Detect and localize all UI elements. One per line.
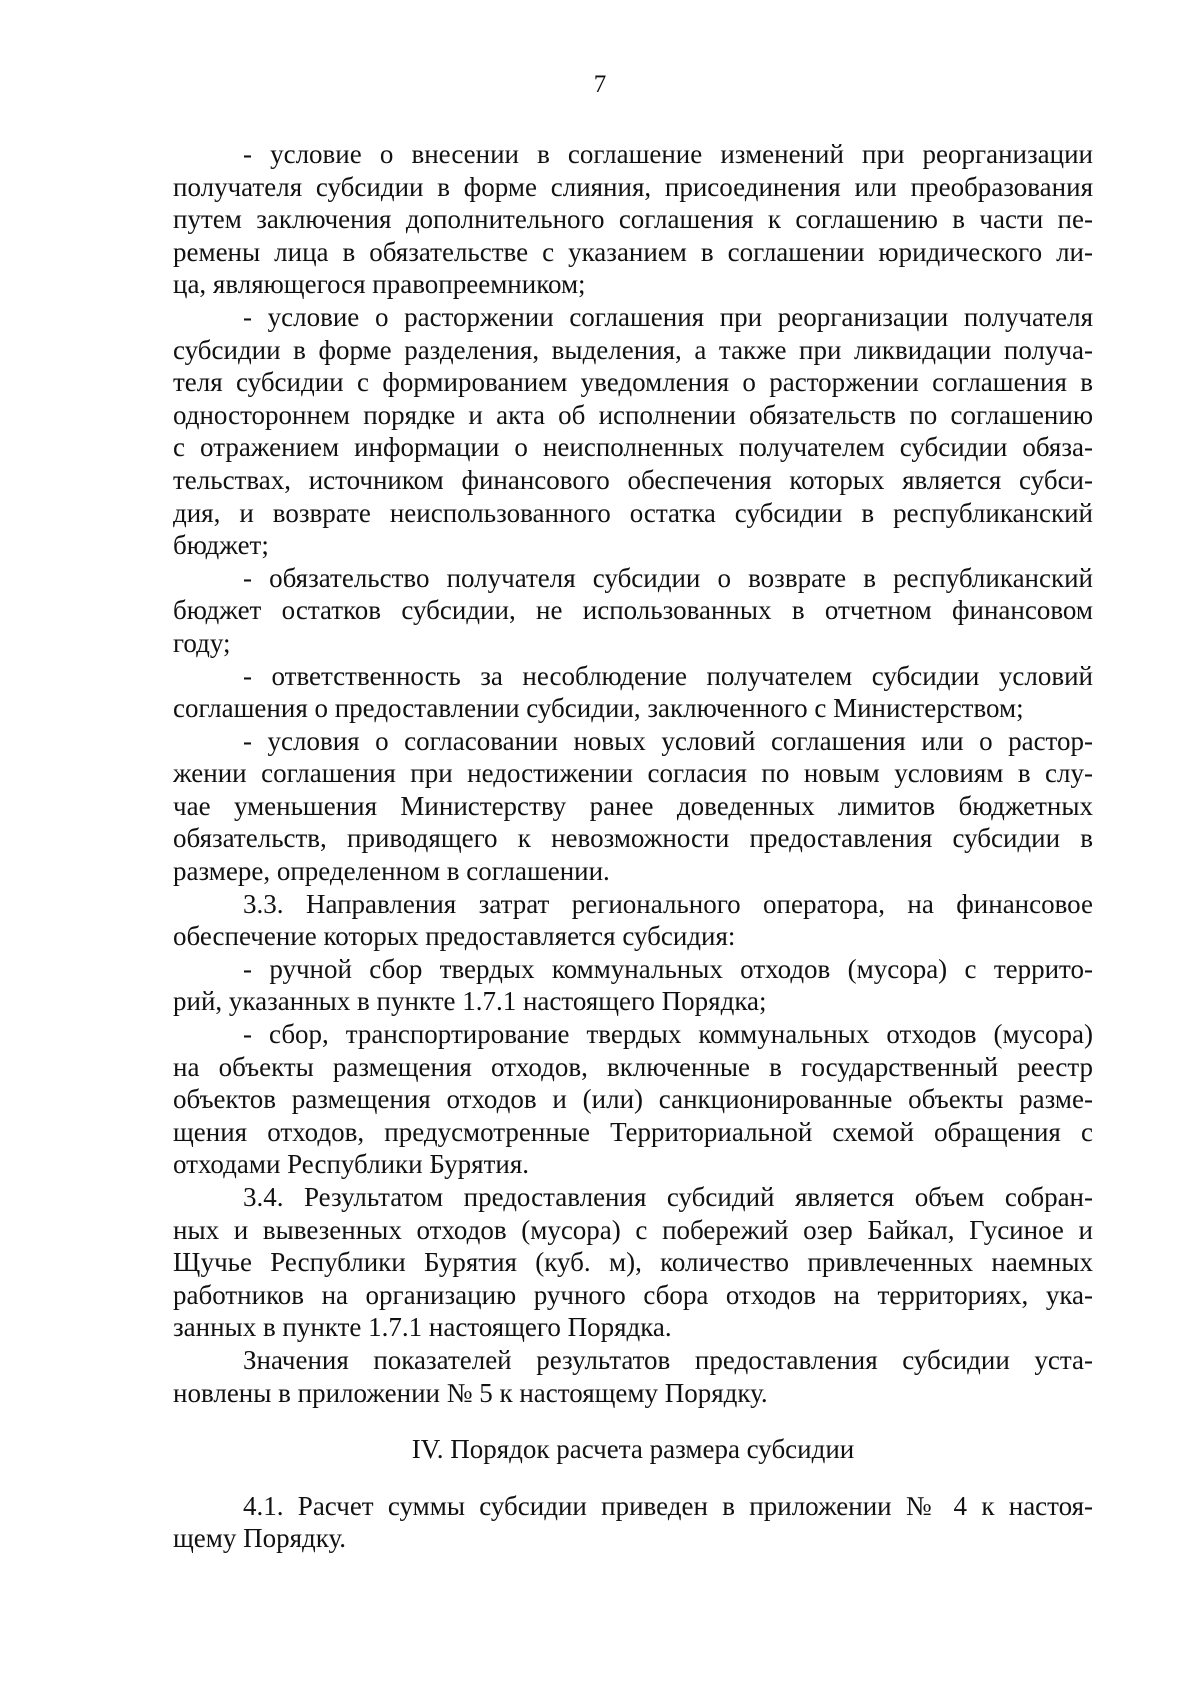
page-number: 7 (593, 71, 607, 98)
section-heading: IV. Порядок расчета размера субсидии (411, 1434, 855, 1465)
paragraph (173, 1344, 1093, 1409)
paragraph (173, 888, 1093, 953)
text-line: размере, определенном в соглашении. (173, 856, 610, 887)
text-line: ных и вывезенных отходов (мусора) с побережий озер Байкал, Гусиное и (173, 1214, 1093, 1245)
text-line: Щучье Республики Бурятия (куб. м), количество привлеченных наемных (173, 1247, 1093, 1278)
text-line: - условие о расторжении соглашения при реорганизации получателя (243, 301, 1093, 332)
text-line: дия, и возврате неиспользованного остатка субсидии в республиканский (173, 497, 1093, 528)
text-line: щения отходов, предусмотренные Территориальной схемой обращения с (173, 1116, 1093, 1147)
text-line: - обязательство получателя субсидии о возврате в республиканский (243, 562, 1093, 593)
paragraph (173, 138, 1093, 301)
text-line: с отражением информации о неисполненных получателем субсидии обяза- (173, 432, 1093, 463)
text-line: обеспечение которых предоставляется субсидия: (173, 921, 736, 952)
text-line: путем заключения дополнительного соглашения к соглашению в части пе- (173, 204, 1093, 235)
paragraph (173, 1490, 1093, 1555)
text-line: новлены в приложении № 5 к настоящему Порядку. (173, 1377, 768, 1408)
text-line: 4.1. Расчет суммы субсидии приведен в приложении № 4 к настоя- (243, 1490, 1093, 1521)
text-line: на объекты размещения отходов, включенные в государственный реестр (173, 1051, 1093, 1082)
text-line: тельствах, источником финансового обеспечения которых является субси- (173, 464, 1093, 495)
text-line: обязательств, приводящего к невозможности предоставления субсидии в (173, 823, 1093, 854)
text-line: - ручной сбор твердых коммунальных отходов (мусора) с террито- (243, 953, 1093, 984)
paragraph (173, 725, 1093, 888)
text-line: щему Порядку. (173, 1523, 347, 1554)
text-line: Значения показателей результатов предоставления субсидии уста- (243, 1344, 1093, 1375)
text-line: соглашения о предоставлении субсидии, заключенного с Министерством; (173, 693, 1024, 724)
text-line: - ответственность за несоблюдение получателем субсидии условий (243, 660, 1093, 691)
paragraph (173, 1181, 1093, 1344)
text-line: рий, указанных в пункте 1.7.1 настоящего Порядка; (173, 986, 767, 1017)
paragraph (173, 1018, 1093, 1181)
text-line: году; (173, 627, 231, 658)
text-line: 3.3. Направления затрат регионального оператора, на финансовое (243, 888, 1093, 919)
text-line: - условия о согласовании новых условий соглашения или о растор- (243, 725, 1093, 756)
text-line: теля субсидии с формированием уведомления о расторжении соглашения в (173, 367, 1093, 398)
text-line: бюджет; (173, 530, 269, 561)
paragraph (173, 660, 1093, 725)
text-line: ца, являющегося правопреемником; (173, 269, 586, 300)
paragraph (173, 562, 1093, 660)
text-line: занных в пункте 1.7.1 настоящего Порядка. (173, 1312, 672, 1343)
text-line: работников на организацию ручного сбора отходов на территориях, ука- (173, 1279, 1093, 1310)
text-line: чае уменьшения Министерству ранее доведенных лимитов бюджетных (173, 790, 1093, 821)
paragraph (173, 953, 1093, 1018)
text-line: получателя субсидии в форме слияния, присоединения или преобразования (173, 171, 1093, 202)
text-line: жении соглашения при недостижении согласия по новым условиям в слу- (173, 758, 1093, 789)
text-line: - условие о внесении в соглашение изменений при реорганизации (243, 139, 1093, 169)
text-line: - сбор, транспортирование твердых коммунальных отходов (мусора) (243, 1019, 1093, 1050)
paragraph (173, 301, 1093, 562)
text-line: 3.4. Результатом предоставления субсидий является объем собран- (243, 1182, 1093, 1212)
text-line: объектов размещения отходов и (или) санкционированные объекты разме- (173, 1084, 1093, 1115)
text-line: отходами Республики Бурятия. (173, 1149, 530, 1180)
final-paragraph-container (173, 1490, 1093, 1555)
text-line: субсидии в форме разделения, выделения, а также при ликвидации получа- (173, 334, 1093, 365)
text-line: ремены лица в обязательстве с указанием в соглашении юридического ли- (173, 236, 1093, 267)
text-line: одностороннем порядке и акта об исполнении обязательств по соглашению (173, 399, 1093, 430)
document-body (173, 138, 1093, 1555)
text-line: бюджет остатков субсидии, не использованных в отчетном финансовом (173, 595, 1093, 626)
paragraph-list (173, 138, 1093, 1409)
